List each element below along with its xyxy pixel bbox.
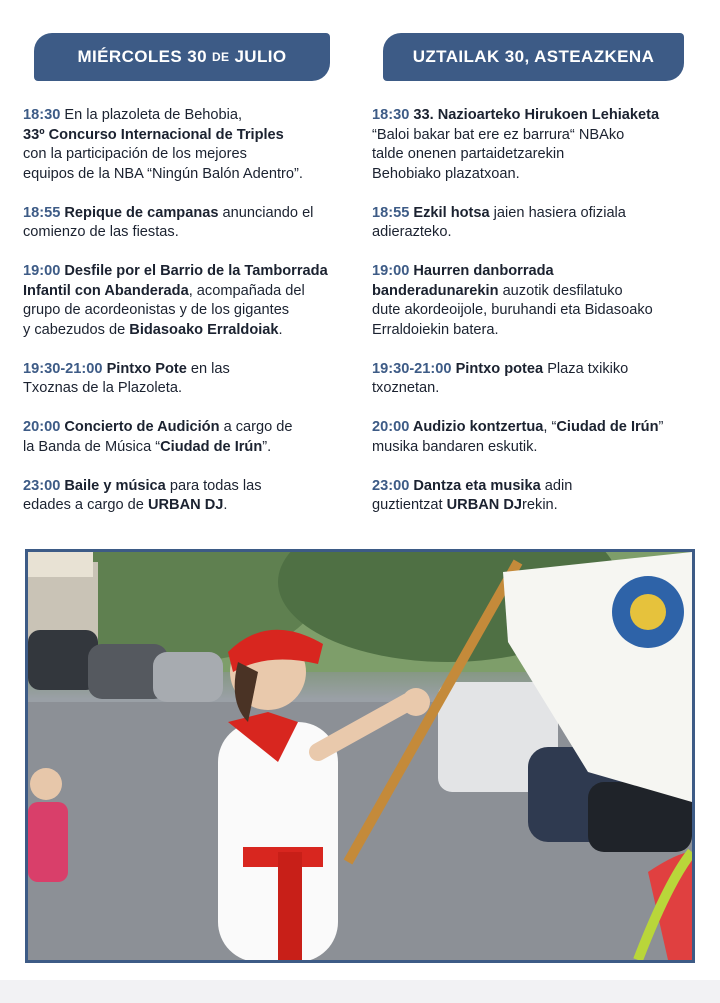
event-highlight: 33º Concurso Internacional de Triples xyxy=(23,126,284,143)
event-text: ” musika bandaren eskutik. xyxy=(372,419,664,455)
child-head xyxy=(30,768,62,800)
event-highlight: URBAN DJ xyxy=(147,497,224,513)
event-entry xyxy=(372,477,702,516)
event-entry xyxy=(372,418,702,457)
event-entry xyxy=(23,106,358,184)
event-time: 19:00 xyxy=(23,263,61,279)
event-time: 23:00 xyxy=(372,477,410,494)
header-eu-title: UZTAILAK 30, ASTEAZKENA xyxy=(412,47,655,66)
event-highlight: Pintxo Pote xyxy=(102,360,187,377)
event-time: 20:00 xyxy=(23,419,61,435)
event-time: 18:30 xyxy=(372,107,410,123)
event-text: con la participación de los mejores equipos de la NBA “Ningún Balón Adentro”. xyxy=(23,146,303,182)
event-entry xyxy=(372,106,702,184)
event-text: en las Txoznas de la Plazoleta. xyxy=(23,360,230,396)
event-time: 19:00 xyxy=(372,263,410,279)
header-es-day: MIÉRCOLES 30 xyxy=(77,47,207,66)
event-highlight: Haurren danborrada banderadunarekin xyxy=(372,263,554,299)
event-entry xyxy=(372,262,702,340)
event-highlight: Ezkil hotsa xyxy=(409,204,490,221)
event-text: rekin. xyxy=(522,497,558,513)
event-highlight: Ciudad de Irún xyxy=(556,419,659,435)
girl-hand xyxy=(402,688,430,716)
event-entry xyxy=(23,418,358,457)
event-time: 19:30-21:00 xyxy=(23,360,103,377)
house-sign xyxy=(28,552,93,577)
event-text: , “ xyxy=(543,419,557,435)
event-text: Plaza txikiko txoznetan. xyxy=(372,360,629,396)
event-entry xyxy=(23,262,358,340)
event-entry xyxy=(372,204,702,243)
header-basque-date xyxy=(383,33,684,81)
event-time: 18:55 xyxy=(23,204,61,221)
event-time: 18:55 xyxy=(372,204,410,221)
child-shirt xyxy=(28,802,68,882)
schedule-spanish xyxy=(23,106,358,535)
event-text: “Baloi bakar bat ere ez barrura“ NBAko talde onenen partaidetzarekin Behobiako plazatxoan. xyxy=(372,126,625,182)
event-text: auzotik desfilatuko dute akordeoijole, buruhandi eta Bidasoako Erraldoiekin batera. xyxy=(372,282,653,338)
event-text: ”. xyxy=(262,438,272,455)
event-entry xyxy=(23,204,358,243)
event-text: . xyxy=(223,497,228,513)
event-time: 20:00 xyxy=(372,419,410,435)
event-highlight: Desfile por el Barrio de la Tamborrada Infantil con Abanderada xyxy=(23,263,328,299)
event-highlight: Audizio kontzertua xyxy=(409,419,544,435)
event-highlight: Concierto de Audición xyxy=(60,419,220,435)
event-highlight: Repique de campanas xyxy=(60,204,219,221)
event-entry xyxy=(23,360,358,399)
photo-illustration xyxy=(28,552,692,960)
girl-sash-tail xyxy=(278,852,302,960)
event-text: para todas las edades a cargo de xyxy=(23,477,262,513)
header-es-month: JULIO xyxy=(234,47,287,66)
event-photo xyxy=(25,549,695,963)
event-text: anunciando el comienzo de las fiestas. xyxy=(23,204,314,240)
flag-coat-of-arms-center xyxy=(630,594,666,630)
event-text: jaien hasiera ofiziala adierazteko. xyxy=(372,204,626,240)
bottom-bar xyxy=(0,980,720,1003)
parked-car xyxy=(28,630,98,690)
event-entry xyxy=(372,360,702,399)
event-time: 23:00 xyxy=(23,477,61,494)
header-es-de: DE xyxy=(211,50,230,64)
event-highlight: URBAN DJ xyxy=(446,497,523,513)
parked-car xyxy=(153,652,223,702)
event-text: . xyxy=(278,321,283,338)
event-text: , acompañada del grupo de acordeonistas y de los gigantes y cabezudos de xyxy=(23,282,305,338)
event-highlight: 33. Nazioarteko Hirukoen Lehiaketa xyxy=(409,107,660,123)
event-highlight: Ciudad de Irún xyxy=(160,438,263,455)
header-spanish-date xyxy=(34,33,330,81)
event-highlight: Bidasoako Erraldoiak xyxy=(129,321,279,338)
event-text: adin guztientzat xyxy=(372,477,573,513)
event-time: 19:30-21:00 xyxy=(372,360,452,377)
event-text: a cargo de la Banda de Música “ xyxy=(23,419,293,455)
event-text: En la plazoleta de Behobia, xyxy=(60,107,243,123)
event-highlight: Dantza eta musika xyxy=(409,477,541,494)
event-highlight: Baile y música xyxy=(60,477,166,494)
event-highlight: Pintxo potea xyxy=(451,360,544,377)
event-time: 18:30 xyxy=(23,107,61,123)
event-entry xyxy=(23,477,358,516)
schedule-basque xyxy=(372,106,702,535)
